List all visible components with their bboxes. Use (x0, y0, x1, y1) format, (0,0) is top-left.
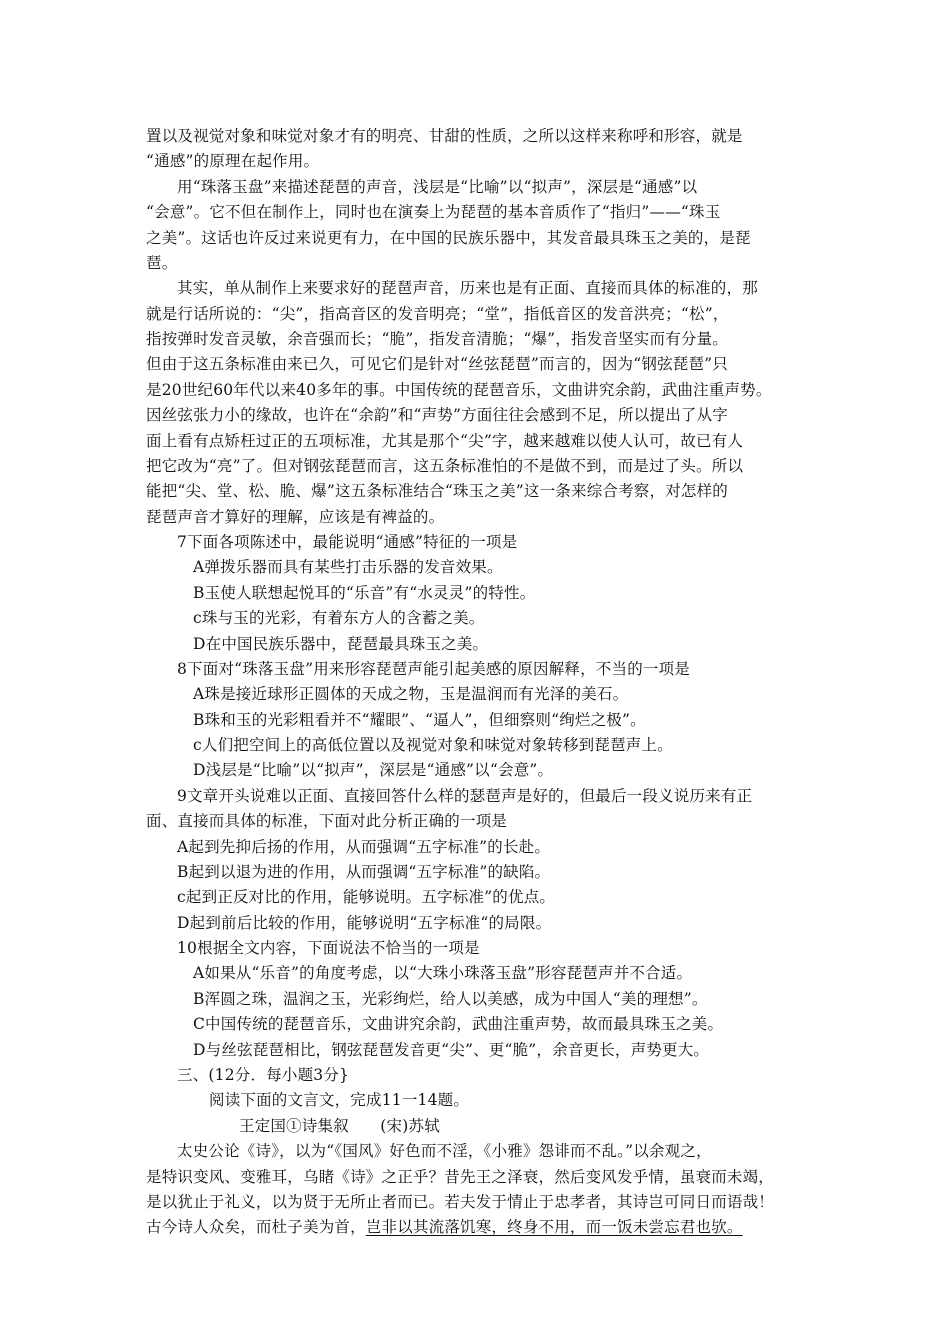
classical-text-line-1: 太史公论《诗》，以为“《国风》好色而不淫，《小雅》怨诽而不乱。”以余观之， (177, 1142, 712, 1160)
paragraph-2-line-2: “会意”。它不但在制作上，同时也在演奏上为琵琶的基本音质作了“指归”——“珠玉 (146, 203, 721, 221)
paragraph-1-line-1: 置以及视觉对象和味觉对象才有的明亮、甘甜的性质，之所以这样来称呼和形容，就是 (146, 127, 743, 145)
question-8-option-c: c人们把空间上的高低位置以及视觉对象和味觉对象转移到琵琶声上。 (193, 736, 673, 754)
question-10-option-c: C中国传统的琵琶音乐，文曲讲究余韵，武曲注重声势，故而最具珠玉之美。 (193, 1015, 724, 1033)
paragraph-3-line-5: 是20世纪60年代以来40多年的事。中国传统的琵琶音乐，文曲讲究余韵，武曲注重声势。 (146, 381, 772, 399)
question-10-option-d: D与丝弦琵琶相比，钢弦琵琶发音更“尖”、更“脆”，余音更长，声势更大。 (193, 1041, 710, 1059)
question-7-option-d: D在中国民族乐器中，琵琶最具珠玉之美。 (193, 635, 489, 653)
question-9-option-a: A起到先抑后扬的作用，从而强调“五字标准”的长赴。 (177, 838, 551, 856)
underlined-sentence: 岂非以其流落饥寒，终身不用，而一饭未尝忘君也欤。 (365, 1218, 743, 1236)
paragraph-3-line-9: 能把“尖、堂、松、脆、爆”这五条标准结合“珠玉之美”这一条来综合考察，对怎样的 (146, 482, 728, 500)
paragraph-3-line-2: 就是行话所说的：“尖”，指高音区的发音明亮；“堂”，指低音区的发音洪亮；“松”， (146, 305, 729, 323)
question-10-option-b: B浑圆之珠，温润之玉，光彩绚烂，给人以美感，成为中国人“美的理想”。 (193, 990, 708, 1008)
question-8-stem: 8下面对“珠落玉盘”用来形容琵琶声能引起美感的原因解释，不当的一项是 (177, 660, 691, 678)
question-7-stem: 7下面各项陈述中，最能说明“通感”特征的一项是 (177, 533, 518, 551)
question-9-stem-line-1: 9文章开头说难以正面、直接回答什么样的瑟琶声是好的，但最后一段义说历来有正 (177, 787, 753, 805)
paragraph-2-line-1: 用“珠落玉盘”来描述琵琶的声音，浅层是“比喻”以“拟声”，深层是“通感”以 (177, 178, 698, 196)
paragraph-3-line-10: 琵琶声音才算好的理解，应该是有裨益的。 (146, 508, 445, 526)
question-8-option-d: D浅层是“比喻”以“拟声”，深层是“通感”以“会意”。 (193, 761, 554, 779)
section-3-heading: 三、(12分．每小题3分} (177, 1066, 350, 1084)
question-8-option-a: A珠是接近球形正圆体的天成之物，玉是温润而有光泽的美石。 (193, 685, 629, 703)
paragraph-3-line-1: 其实，单从制作上来要求好的琵琶声音，历来也是有正面、直接而具体的标准的，那 (177, 279, 758, 297)
question-7-option-a: A弹拨乐器而具有某些打击乐器的发音效果。 (193, 558, 503, 576)
paragraph-3-line-7: 面上看有点矫枉过正的五项标准，尤其是那个“尖”字，越来越难以使人认可，故已有人 (146, 432, 744, 450)
question-9-option-b: B起到以退为进的作用，从而强调“五字标准”的缺陷。 (177, 863, 551, 881)
question-7-option-b: B玉使人联想起悦耳的“乐音”有“水灵灵”的特性。 (193, 584, 536, 602)
classical-text-line-4-plain: 古今诗人众矣，而杜子美为首， (146, 1218, 366, 1236)
section-3-instruction: 阅读下面的文言文，完成11一14题。 (209, 1091, 470, 1109)
question-7-option-c: c珠与玉的光彩，有着东方人的含蓄之美。 (193, 609, 485, 627)
paragraph-3-line-3: 指按弹时发音灵敏，余音强而长；“脆”，指发音清脆；“爆”，指发音坚实而有分量。 (146, 330, 728, 348)
question-9-option-c: c起到正反对比的作用，能够说明。五字标准”的优点。 (177, 888, 556, 906)
question-9-option-d: D起到前后比较的作用，能够说明“五字标准“的局限。 (177, 914, 552, 932)
classical-text-line-2: 是特识变风、变雅耳，乌睹《诗》之正乎？昔先王之泽衰，然后变风发乎情，虽衰而未竭， (146, 1168, 775, 1186)
classical-text-title: 王定国①诗集叙 (宋)苏轼 (239, 1117, 440, 1135)
paragraph-2-line-3: 之美”。这话也许反过来说更有力，在中国的民族乐器中，其发音最具珠玉之美的，是琵 (146, 229, 751, 247)
paragraph-3-line-6: 因丝弦张力小的缘故，也许在“余韵”和“声势”方面往往会感到不足，所以提出了从字 (146, 406, 728, 424)
question-10-stem: 10根据全文内容，下面说法不恰当的一项是 (177, 939, 480, 957)
paragraph-3-line-4: 但由于这五条标准由来已久，可见它们是针对“丝弦琵琶”而言的，因为“钢弦琵琶”只 (146, 355, 728, 373)
paragraph-2-line-4: 琶。 (146, 254, 178, 272)
question-8-option-b: B珠和玉的光彩粗看并不“耀眼”、“逼人”，但细察则“绚烂之极”。 (193, 711, 646, 729)
paragraph-1-line-2: “通感”的原理在起作用。 (146, 152, 320, 170)
classical-text-line-4 (146, 1217, 743, 1237)
question-10-option-a: A如果从“乐音”的角度考虑，以“大珠小珠落玉盘”形容琵琶声并不合适。 (193, 964, 693, 982)
question-9-stem-line-2: 面、直接而具体的标准，下面对此分析正确的一项是 (146, 812, 508, 830)
classical-text-line-3: 是以犹止于礼义，以为贤于无所止者而已。若夫发于情止于忠孝者，其诗岂可同日而语哉！ (146, 1193, 775, 1211)
paragraph-3-line-8: 把它改为“亮”了。但对钢弦琵琶而言，这五条标准怕的不是做不到，而是过了头。所以 (146, 457, 744, 475)
